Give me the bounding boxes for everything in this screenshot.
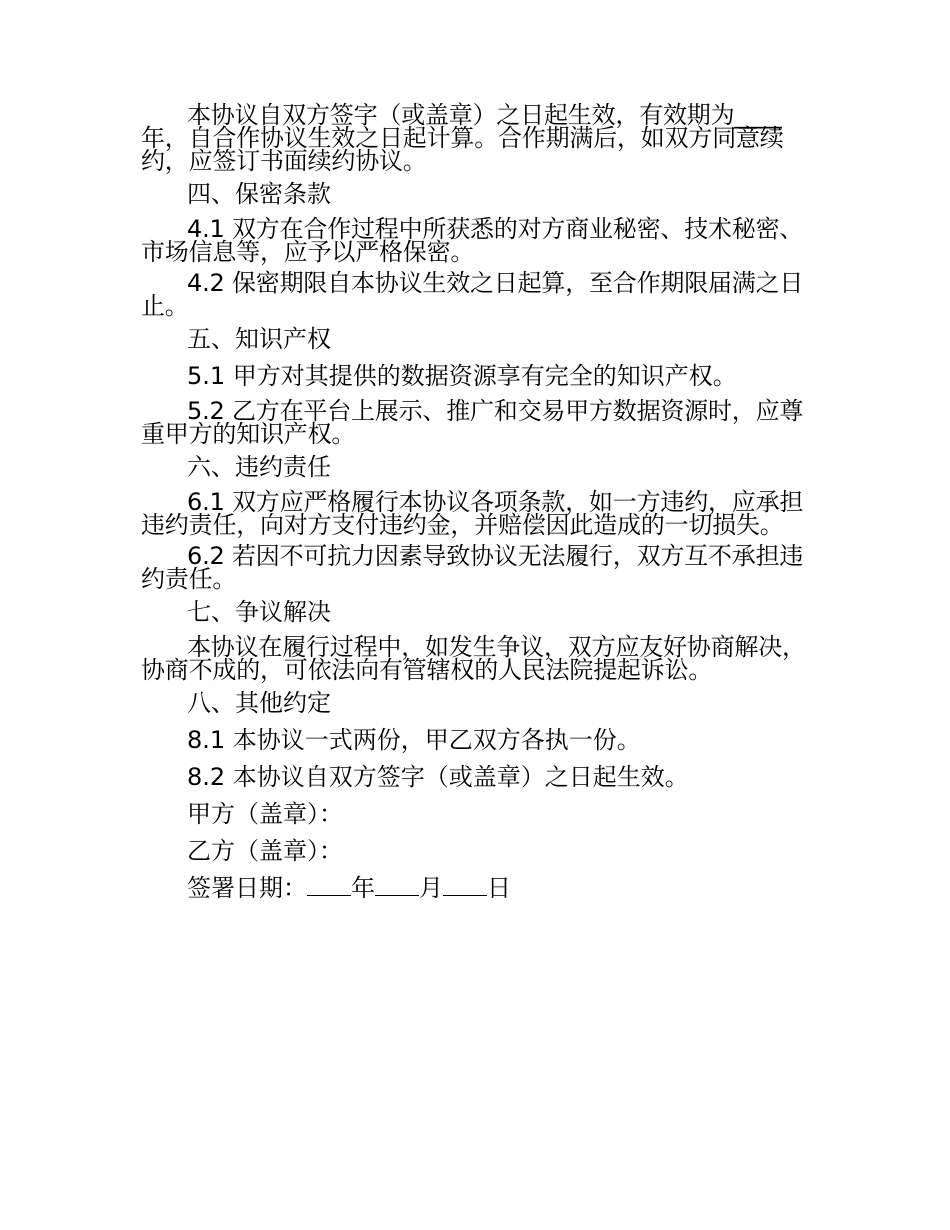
clause-4-1: 4.1 双方在合作过程中所获悉的对方商业秘密、技术秘密、市场信息等，应予以严格保密。 xyxy=(141,215,804,266)
sign-date-label: 签署日期： xyxy=(187,874,307,902)
clause-8-1: 8.1 本协议一式两份，甲乙双方各执一份。 xyxy=(187,726,641,754)
sign-date-line xyxy=(141,875,813,902)
validity-paragraph: 本协议自双方签字（或盖章）之日起生效，有效期为____年，自合作协议生效之日起计算。合作期满后，如双方同意续约，应签订书面续约协议。 xyxy=(141,101,784,175)
clause-5-1: 5.1 甲方对其提供的数据资源享有完全的知识产权。 xyxy=(187,362,737,390)
day-blank xyxy=(443,875,487,896)
day-label: 日 xyxy=(487,874,511,902)
year-blank xyxy=(307,875,351,896)
clause-6-2: 6.2 若因不可抗力因素导致协议无法履行，双方互不承担违约责任。 xyxy=(141,542,804,593)
section-heading-liability: 六、违约责任 xyxy=(187,453,331,481)
section-heading-confidentiality: 四、保密条款 xyxy=(187,180,331,208)
dispute-paragraph: 本协议在履行过程中，如发生争议，双方应友好协商解决，协商不成的，可依法向有管辖权的人民法院提起诉讼。 xyxy=(141,633,806,684)
party-b-signature-line: 乙方（盖章）： xyxy=(187,837,343,865)
month-blank xyxy=(375,875,419,896)
year-label: 年 xyxy=(351,874,375,902)
month-label: 月 xyxy=(419,874,443,902)
clause-4-2: 4.2 保密期限自本协议生效之日起算，至合作期限届满之日止。 xyxy=(141,269,804,320)
section-heading-dispute: 七、争议解决 xyxy=(187,598,331,626)
clause-6-1: 6.1 双方应严格履行本协议各项条款，如一方违约，应承担违约责任，向对方支付违约金，并赔偿因此造成的一切损失。 xyxy=(141,488,804,539)
document-body xyxy=(141,101,813,912)
party-a-signature-line: 甲方（盖章）： xyxy=(187,800,343,828)
section-heading-other: 八、其他约定 xyxy=(187,689,331,717)
clause-5-2: 5.2 乙方在平台上展示、推广和交易甲方数据资源时，应尊重甲方的知识产权。 xyxy=(141,397,804,448)
clause-8-2: 8.2 本协议自双方签字（或盖章）之日起生效。 xyxy=(187,763,689,791)
section-heading-ip: 五、知识产权 xyxy=(187,325,331,353)
